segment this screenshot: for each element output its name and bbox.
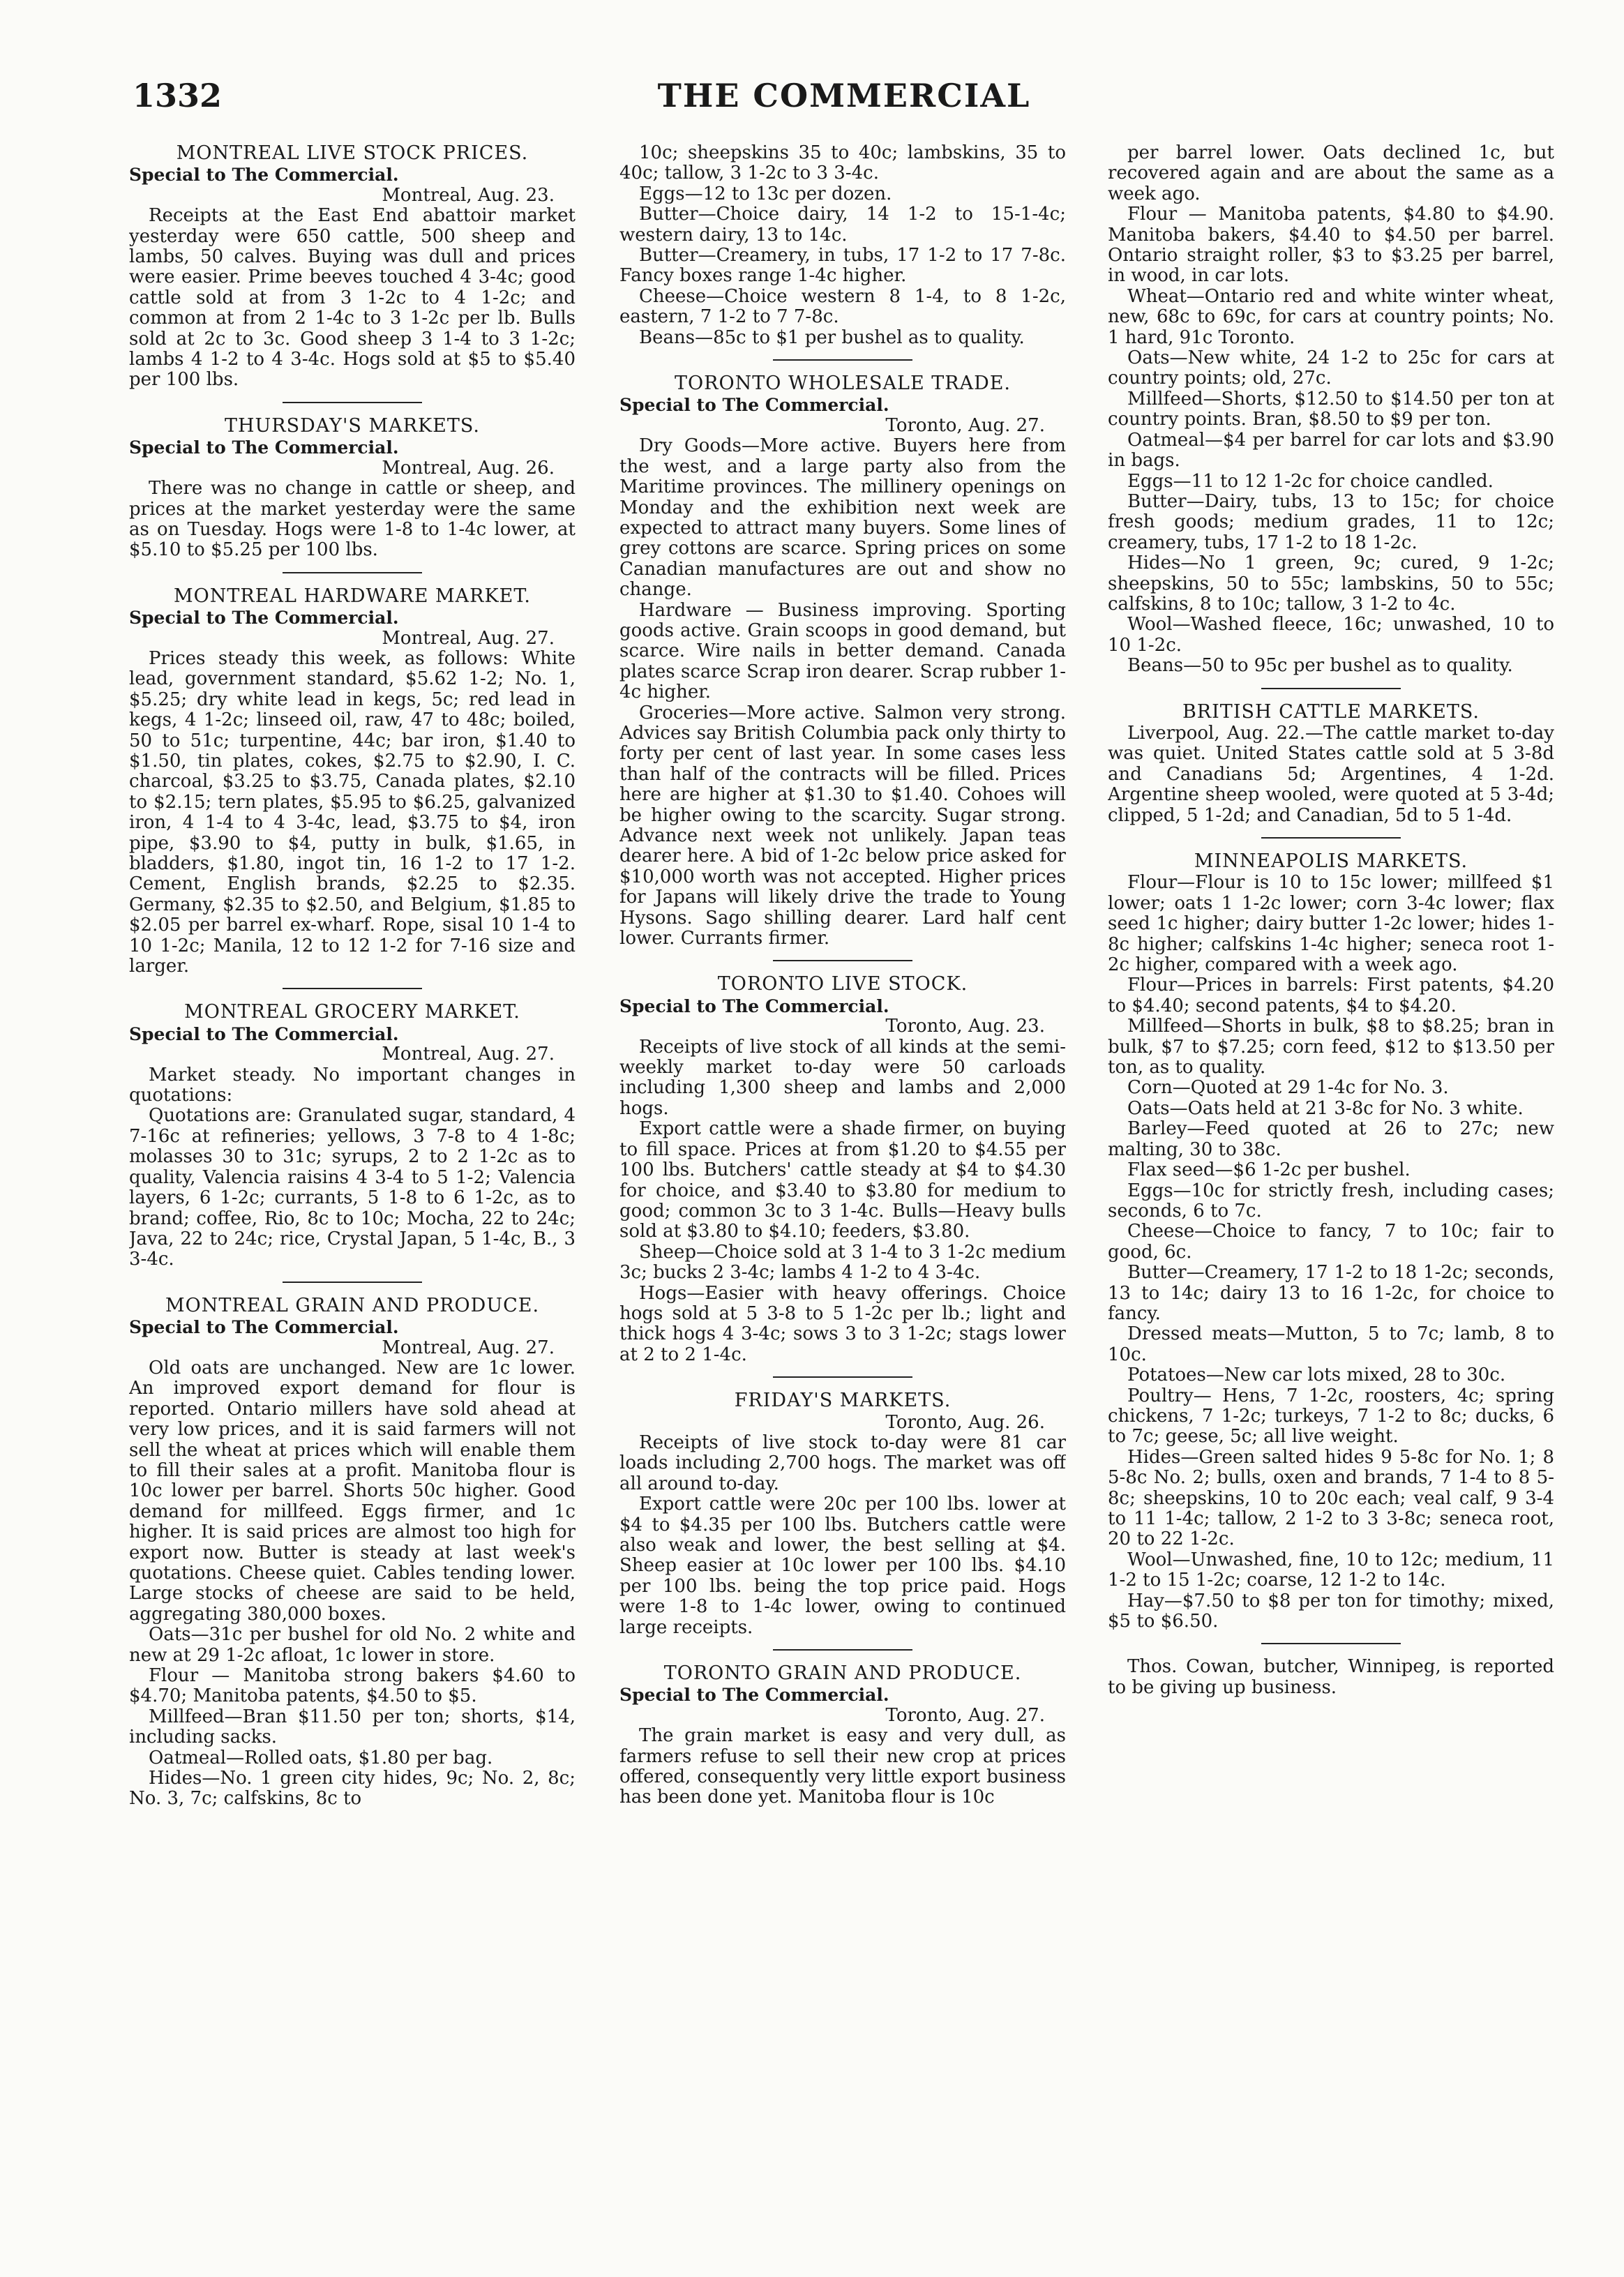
article-divider [283,402,422,403]
article-paragraph: Eggs—12 to 13c per dozen. [639,183,892,204]
article-dateline: Toronto, Aug. 26. [885,1411,1045,1433]
article-paragraph: Wool—Unwashed, fine, 10 to 12c; medium, 11 1-2 to 15 1-2c; coarse, 12 1-2 to 14c. [1108,1549,1554,1591]
article-headline: TORONTO WHOLESALE TRADE. [674,373,1012,395]
article-dateline: Montreal, Aug. 27. [382,1337,555,1358]
article-paragraph: Cheese—Choice western 8 1-4, to 8 1-2c, eastern, 7 1-2 to 7 7-8c. [619,285,1066,328]
article-headline: TORONTO LIVE STOCK. [717,973,968,995]
article-dateline: Montreal, Aug. 23. [382,184,555,206]
article-byline: Special to The Commercial. [619,995,889,1016]
article-dateline: Montreal, Aug. 27. [382,627,555,649]
article-paragraph: Butter—Creamery, 17 1-2 to 18 1-2c; seconds, 13 to 14c; dairy 13 to 16 1-2c, for choice to fancy. [1108,1262,1554,1324]
article-headline: MINNEAPOLIS MARKETS. [1194,850,1468,872]
article [1108,1657,1554,1698]
article-byline: Special to The Commercial. [129,165,399,186]
article [619,974,1066,1365]
article-divider [773,359,912,361]
article-paragraph: Quotations are: Granulated sugar, standard, 4 7-16c at refineries; yellows, 3 7-8 to 4 1-8c; molasses 30 to 31c; syrups, 2 to 2 1-2c as to quality, Valencia raisins 4 3-4 to 5 1-2; Valencia layers, 6 1-2c; currants, 5 1-8 to 6 1-2c, as to brand; coffee, Rio, 8c to 10c; Mocha, 22 to 24c; Java, 22 to 24c; rice, Crystal Japan, 5 1-4c, B., 3 3-4c. [129,1105,576,1270]
article-divider [283,1282,422,1283]
article-paragraph: Beans—50 to 95c per bushel as to quality. [1127,655,1513,677]
article-paragraph: Millfeed—Bran $11.50 per ton; shorts, $14, including sacks. [129,1706,576,1748]
article-dateline: Toronto, Aug. 23. [885,1016,1045,1037]
article-paragraph: Market steady. No important changes in quotations: [129,1064,576,1106]
column-3 [1108,143,1554,2250]
article-paragraph: per barrel lower. Oats declined 1c, but recovered again and are about the same as a week ago. [1108,143,1554,204]
article-paragraph: Flax seed—$6 1-2c per bushel. [1127,1159,1411,1181]
article-divider [773,960,912,961]
article-headline: MONTREAL GRAIN AND PRODUCE. [165,1294,540,1316]
article-byline: Special to The Commercial. [619,395,889,416]
article [1108,702,1554,826]
article-paragraph: Eggs—10c for strictly fresh, including cases; seconds, 6 to 7c. [1108,1180,1554,1222]
article-divider [283,988,422,989]
article [619,143,1066,348]
article-paragraph: Receipts at the East End abattoir market yesterday were 650 cattle, 500 sheep and lambs, 50 calves. Buying was dull and prices were easier. Prime beeves touched 4 3-4c; good cattle sold at from 3 1-2c to 4 1-2c; and common at from 2 1-4c to 3 1-2c per lb. Bulls sold at 2c to 3c. Good sheep 3 1-4 to 3 1-2c; lambs 4 1-2 to 4 3-4c. Hogs sold at $5 to $5.40 per 100 lbs. [129,205,576,391]
article-paragraph: Oats—31c per bushel for old No. 2 white and new at 29 1-2c afloat, 1c lower in store. [129,1624,576,1666]
article-headline: THURSDAY'S MARKETS. [225,414,480,437]
article [129,586,576,977]
article [129,416,576,561]
article-paragraph: Liverpool, Aug. 22.—The cattle market to-day was quiet. United States cattle sold at 5 3-8d and Canadians 5d; Argentines, 4 1-2d. Argentine sheep wooled, were quoted at 5 3-4d; clipped, 5 1-2d; and Canadian, 5d to 5 1-4d. [1108,722,1554,826]
article-paragraph: Oats—Oats held at 21 3-8c for No. 3 white. [1127,1097,1524,1119]
article-paragraph: Butter—Creamery, in tubs, 17 1-2 to 17 7-8c. Fancy boxes range 1-4c higher. [619,245,1066,287]
article-byline: Special to The Commercial. [129,608,399,629]
article-dateline: Montreal, Aug. 26. [382,457,555,479]
article-divider [773,1376,912,1378]
article-headline: TORONTO GRAIN AND PRODUCE. [663,1662,1022,1685]
article-dateline: Toronto, Aug. 27. [885,414,1045,436]
article-paragraph: Dry Goods—More active. Buyers here from the west, and a large party also from the Maritime provinces. The millinery openings on Monday and the exhibition next week are expected to attract many buyers. Some lines of grey cottons are scarce. Spring prices on some Canadian manufactures are out and show no change. [619,435,1066,601]
article-paragraph: Barley—Feed quoted at 26 to 27c; new malting, 30 to 38c. [1108,1118,1554,1160]
page-header [133,70,1556,133]
article-byline: Special to The Commercial. [129,1317,399,1338]
article-divider [773,1649,912,1651]
article-paragraph: Thos. Cowan, butcher, Winnipeg, is reported to be giving up business. [1108,1656,1554,1698]
article-paragraph: Oats—New white, 24 1-2 to 25c for cars at country points; old, 27c. [1108,347,1554,389]
article-paragraph: Poultry— Hens, 7 1-2c, roosters, 4c; spring chickens, 7 1-2c; turkeys, 7 1-2 to 8c; ducks, 6 to 7c; geese, 5c; all live weight. [1108,1385,1554,1448]
article-paragraph: Export cattle were a shade firmer, on buying to fill space. Prices at from $1.20 to $4.55 per 100 lbs. Butchers' cattle steady at $4 to $4.30 for choice, and $3.40 to $3.80 for medium to good; common 3c to 3 1-4c. Bulls—Heavy bulls sold at $3.80 to $4.10; feeders, $3.80. [619,1118,1066,1242]
column-1 [129,143,576,2250]
article [1108,143,1554,677]
article-paragraph: Groceries—More active. Salmon very strong. Advices say British Columbia pack only thirty to forty per cent of last year. In some cases less than half of the contracts will be filled. Prices here are higher at $1.30 to $1.40. Cohoes will be higher owing to the scarcity. Sugar strong. Advance next week not unlikely. Japan teas dearer here. A bid of 1-2c below price asked for $10,000 worth was not accepted. Higher prices for Japans will likely drive the trade to Young Hysons. Sago shilling dearer. Lard half cent lower. Currants firmer. [619,702,1066,949]
article-byline: Special to The Commercial. [619,1685,889,1706]
article-headline: BRITISH CATTLE MARKETS. [1182,700,1480,723]
article-paragraph: Corn—Quoted at 29 1-4c for No. 3. [1127,1077,1449,1099]
article-paragraph: Cheese—Choice to fancy, 7 to 10c; fair to good, 6c. [1108,1221,1554,1263]
article-paragraph: Butter—Choice dairy, 14 1-2 to 15-1-4c; western dairy, 13 to 14c. [619,204,1066,246]
article-paragraph: Dressed meats—Mutton, 5 to 7c; lamb, 8 to 10c. [1108,1323,1554,1365]
article-paragraph: Sheep—Choice sold at 3 1-4 to 3 1-2c medium 3c; bucks 2 3-4c; lambs 4 1-2 to 4 3-4c. [619,1241,1066,1284]
article-divider [1261,837,1401,839]
article-paragraph: Hides—Green salted hides 9 5-8c for No. 1; 8 5-8c No. 2; bulls, oxen and brands, 7 1-4 to 8 5-8c; sheepskins, 10 to 20c each; veal calf, 9 3-4 to 11 1-4c; tallow, 2 1-2 to 3 3-8c; seneca root, 20 to 22 1-2c. [1108,1446,1554,1550]
article-byline: Special to The Commercial. [129,437,399,458]
article-paragraph: Flour—Prices in barrels: First patents, $4.20 to $4.40; second patents, $4 to $4.20. [1108,975,1554,1016]
article-paragraph: Oatmeal—$4 per barrel for car lots and $3.90 in bags. [1108,429,1554,472]
article-paragraph: Potatoes—New car lots mixed, 28 to 30c. [1127,1365,1506,1386]
article-paragraph: Beans—85c to $1 per bushel as to quality. [639,326,1025,348]
article-headline: FRIDAY'S MARKETS. [734,1390,952,1412]
article-paragraph: Hogs—Easier with heavy offerings. Choice hogs sold at 5 3-8 to 5 1-2c per lb.; light and thick hogs 4 3-4c; sows 3 to 3 1-2c; stags lower at 2 to 2 1-4c. [619,1282,1066,1365]
article-paragraph: Wheat—Ontario red and white winter wheat, new, 68c to 69c, for cars at country points; No. 1 hard, 91c Toronto. [1108,285,1554,348]
article-paragraph: Millfeed—Shorts in bulk, $8 to $8.25; bran in bulk, $7 to $7.25; corn feed, $12 to $13.50 per ton, as to quality. [1108,1016,1554,1079]
article-byline: Special to The Commercial. [129,1023,399,1044]
article-paragraph: Millfeed—Shorts, $12.50 to $14.50 per ton at country points. Bran, $8.50 to $9 per ton. [1108,388,1554,430]
article [1108,851,1554,1632]
article-dateline: Montreal, Aug. 27. [382,1044,555,1065]
article-divider [1261,1643,1401,1644]
article-paragraph: The grain market is easy and very dull, as farmers refuse to sell their new crop at prices offered, consequently very little export business has been done yet. Manitoba flour is 10c [619,1725,1066,1808]
article-paragraph: Eggs—11 to 12 1-2c for choice candled. [1127,470,1494,492]
journal-title: THE COMMERCIAL [657,77,1031,114]
article-headline: MONTREAL LIVE STOCK PRICES. [176,143,529,164]
page-number: 1332 [133,77,223,114]
article-paragraph: Butter—Dairy, tubs, 13 to 15c; for choice fresh goods; medium grades, 11 to 12c; creamery, tubs, 17 1-2 to 18 1-2c. [1108,490,1554,553]
article-paragraph: Oatmeal—Rolled oats, $1.80 per bag. [149,1747,493,1768]
article-paragraph: Hides—No. 1 green city hides, 9c; No. 2, 8c; No. 3, 7c; calfskins, 8c to [129,1768,576,1810]
article-paragraph: Old oats are unchanged. New are 1c lower. An improved export demand for flour is reported. Ontario millers have sold ahead at very low prices, and it is said farmers will not sell the wheat at prices which will enable them to fill their sales at a profit. Manitoba flour is 10c lower per barrel. Shorts 50c higher. Good demand for millfeed. Eggs firmer, and 1c higher. It is said prices are almost too high for export now. Butter is steady at last week's quotations. Cheese quiet. Cables tending lower. Large stocks of cheese are said to be held, aggregating 380,000 boxes. [129,1357,576,1625]
article-paragraph: Hay—$7.50 to $8 per ton for timothy; mixed, $5 to $6.50. [1108,1590,1554,1632]
article [129,143,576,391]
article-divider [1261,688,1401,689]
article-paragraph: 10c; sheepskins 35 to 40c; lambskins, 35 to 40c; tallow, 3 1-2c to 3 3-4c. [619,143,1066,184]
column-2 [619,143,1066,2250]
article [129,1295,576,1810]
article-paragraph: Prices steady this week, as follows: White lead, government standard, $5.62 1-2; No. 1, $5.25; dry white lead in kegs, 5c; red lead in kegs, 4 1-2c; linseed oil, raw, 47 to 48c; boiled, 50 to 51c; turpentine, 44c; bar iron, $1.40 to $1.50, tin plates, cokes, $2.75 to $2.90, I. C. charcoal, $3.25 to $3.75, Canada plates, $2.10 to $2.15; tern plates, $5.95 to $6.25, galvanized iron, 4 1-4 to 4 3-4c, lead, $3.75 to $4, iron pipe, $3.90 to $4, putty in bulk, $1.65, in bladders, $1.80, ingot tin, 16 1-2 to 17 1-2. Cement, English brands, $2.25 to $2.35. Germany, $2.35 to $2.50, and Belgium, $1.85 to $2.05 per barrel ex-wharf. Rope, sisal 10 1-4 to 10 1-2c; Manila, 12 to 12 1-2 for 7-16 size and larger. [129,647,576,977]
article-paragraph: There was no change in cattle or sheep, and prices at the market yesterday were the same as on Tuesday. Hogs were 1-8 to 1-4c lower, at $5.10 to $5.25 per 100 lbs. [129,478,576,561]
article-paragraph: Export cattle were 20c per 100 lbs. lower at $4 to $4.35 per 100 lbs. Butchers cattle were also weak and lower, the best selling at $4. Sheep easier at 10c lower per 100 lbs. $4.10 per 100 lbs. being the top price paid. Hogs were 1-8 to 1-4c lower, owing to continued large receipts. [619,1494,1066,1638]
article-paragraph: Hardware — Business improving. Sporting goods active. Grain scoops in good demand, but scarce. Wire nails in better demand. Canada plates scarce Scrap iron dearer. Scrap rubber 1-4c higher. [619,599,1066,703]
article-headline: MONTREAL HARDWARE MARKET. [174,585,531,607]
article-paragraph: Flour — Manitoba patents, $4.80 to $4.90. Manitoba bakers, $4.40 to $4.50 per barrel. Ontario straight roller, $3 to $3.25 per barrel, in wood, in car lots. [1108,204,1554,287]
article [619,373,1066,949]
article-paragraph: Receipts of live stock of all kinds at the semi-weekly market to-day were 50 carloads including 1,300 sheep and lambs and 2,000 hogs. [619,1036,1066,1119]
article-divider [283,572,422,573]
article [129,1002,576,1270]
article-dateline: Toronto, Aug. 27. [885,1704,1045,1726]
article [619,1663,1066,1808]
article-paragraph: Flour — Manitoba strong bakers $4.60 to $4.70; Manitoba patents, $4.50 to $5. [129,1665,576,1707]
article-paragraph: Wool—Washed fleece, 16c; unwashed, 10 to 10 1-2c. [1108,614,1554,656]
article-paragraph: Receipts of live stock to-day were 81 car loads including 2,700 hogs. The market was off all around to-day. [619,1431,1066,1494]
article-paragraph: Flour—Flour is 10 to 15c lower; millfeed $1 lower; oats 1 1-2c lower; corn 3-4c lower; flax seed 1c higher; dairy butter 1-2c lower; hides 1-8c higher; calfskins 1-4c higher; seneca root 1-2c higher, compared with a week ago. [1108,872,1554,976]
article-headline: MONTREAL GROCERY MARKET. [184,1001,520,1023]
article-paragraph: Hides—No 1 green, 9c; cured, 9 1-2c; sheepskins, 50 to 55c; lambskins, 50 to 55c; calfskins, 8 to 10c; tallow, 3 1-2 to 4c. [1108,553,1554,615]
article [619,1390,1066,1638]
